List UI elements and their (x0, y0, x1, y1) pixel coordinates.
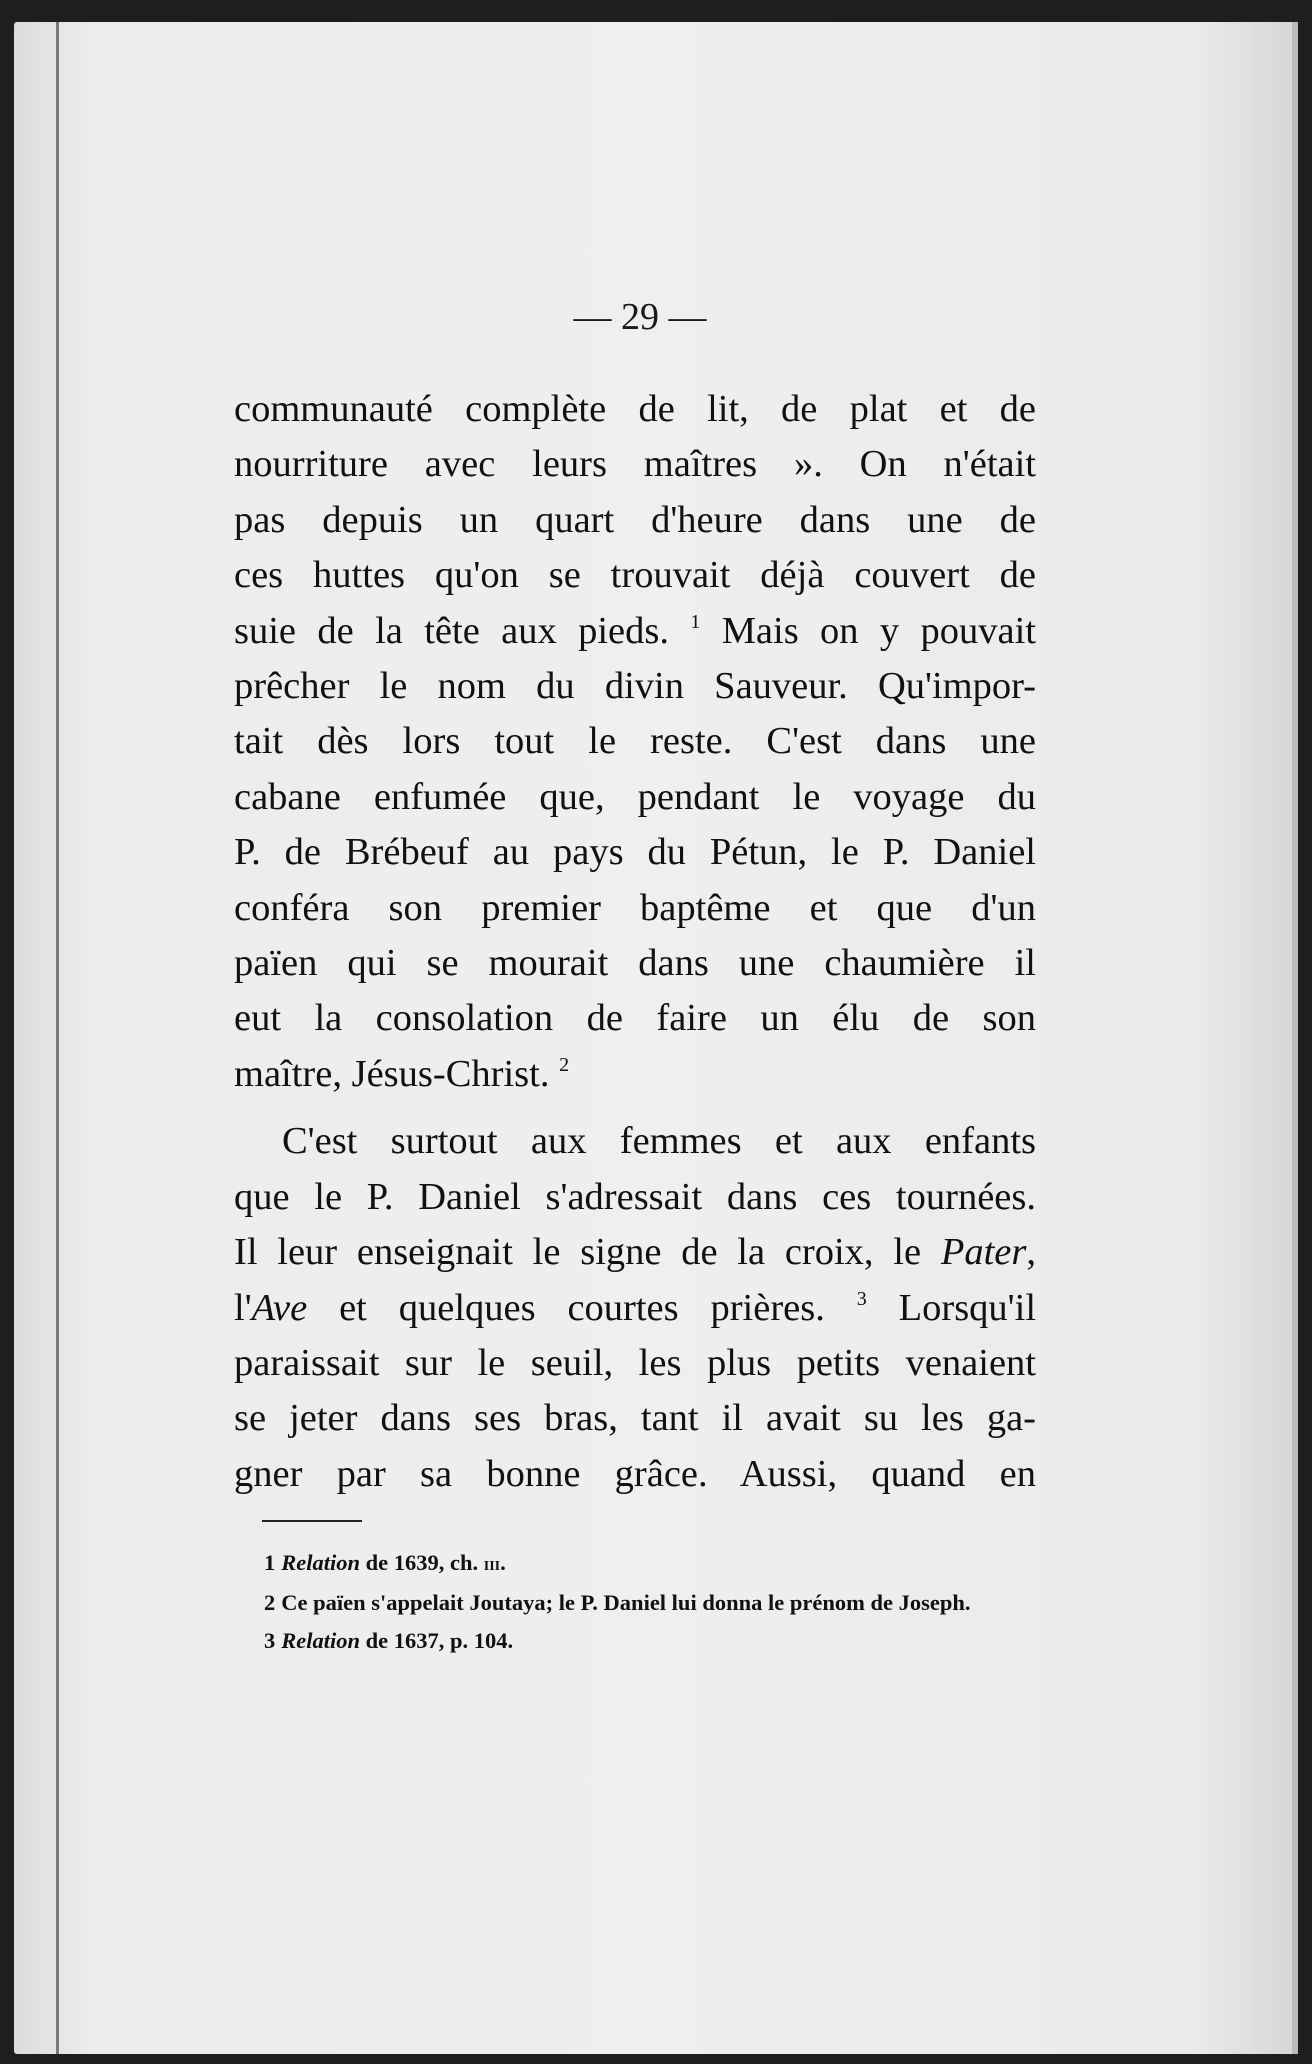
text-line: nourriture avec leurs maîtres ». On n'était (234, 443, 1036, 486)
paragraph-1 (234, 382, 1036, 1102)
page-edge (1292, 22, 1298, 2054)
footnote-separator (262, 1520, 362, 1522)
italic-term: Ave (251, 1286, 308, 1329)
text-segment: Mais on y pouvait (721, 609, 1037, 652)
text-segment: maître, Jésus-Christ. (234, 1052, 550, 1095)
footnote-3 (228, 1626, 1036, 1655)
text-line: tait dès lors tout le reste. C'est dans une (234, 720, 1036, 763)
text-line: cabane enfumée que, pendant le voyage du (234, 775, 1036, 818)
page-number: — 29 — (573, 296, 707, 338)
text-line: se jeter dans ses bras, tant il avait su les ga- (234, 1397, 1036, 1440)
footnote-label: 2 (264, 1590, 276, 1615)
text-line: que le P. Daniel s'adressait dans ces tournées. (234, 1175, 1036, 1218)
text-segment: et quelques courtes prières. (307, 1286, 825, 1329)
text-line: païen qui se mourait dans une chaumière il (234, 942, 1036, 985)
text-line: ces huttes qu'on se trouvait déjà couvert de (234, 554, 1036, 597)
text-line (234, 1225, 1036, 1280)
text-line (234, 1281, 1036, 1336)
text-line (234, 1047, 1036, 1102)
footnote-ref: 2 (559, 1053, 570, 1076)
text-line: gner par sa bonne grâce. Aussi, quand en (234, 1452, 1036, 1495)
footnote-label: 1 (264, 1550, 276, 1575)
text-segment: suie de la tête aux pieds. (234, 609, 669, 652)
text-line: pas depuis un quart d'heure dans une de (234, 498, 1036, 541)
text-line (234, 604, 1036, 659)
footnote-text: de 1637, p. 104. (360, 1628, 514, 1653)
footnote-label: 3 (264, 1628, 276, 1653)
footnote-text: . (500, 1550, 506, 1575)
body-text (234, 382, 1036, 1502)
italic-term: Pater (940, 1231, 1027, 1274)
text-line: C'est surtout aux femmes et aux enfants (282, 1120, 1036, 1163)
paragraph-2 (234, 1114, 1036, 1502)
footnote-title: Relation (281, 1550, 361, 1575)
text-line: P. de Brébeuf au pays du Pétun, le P. Daniel (234, 831, 1036, 874)
footnote-text: Ce païen s'appelait Joutaya; le P. Daniel lui donna le prénom de Joseph. (281, 1590, 971, 1615)
text-line: communauté complète de lit, de plat et de (234, 388, 1036, 430)
text-line: conféra son premier baptême et que d'un (234, 886, 1036, 929)
footnote-roman: iii (483, 1553, 501, 1575)
text-segment: l' (234, 1286, 252, 1329)
text-segment: , (1026, 1231, 1036, 1274)
footnote-ref: 1 (690, 610, 701, 633)
footnote-ref: 3 (856, 1287, 867, 1310)
text-segment: Lorsqu'il (898, 1286, 1037, 1329)
text-segment: Il leur enseignait le signe de la croix, le (234, 1231, 941, 1274)
text-line: prêcher le nom du divin Sauveur. Qu'impor- (234, 665, 1036, 708)
text-line: eut la consolation de faire un élu de son (234, 997, 1036, 1040)
footnote-title: Relation (281, 1628, 361, 1653)
footnote-2 (228, 1588, 1036, 1617)
text-line: paraissait sur le seuil, les plus petits venaient (234, 1341, 1036, 1384)
footnotes (228, 1548, 1036, 1664)
footnote-text: de 1639, ch. (360, 1550, 484, 1575)
footnote-1 (228, 1548, 1036, 1579)
